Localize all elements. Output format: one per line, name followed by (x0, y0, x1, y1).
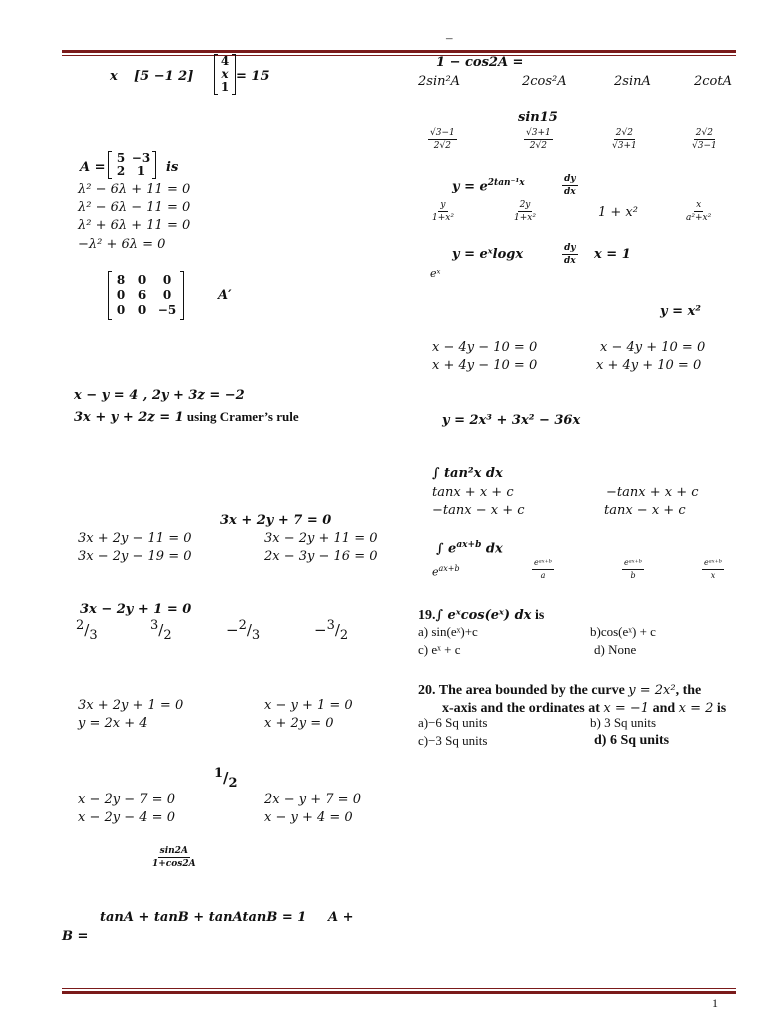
q-sin15-label: sin15 (518, 110, 558, 125)
q-cos2a-option-b: 2cos²A (522, 74, 567, 89)
q-sin15-option-d: $\frac{2√2}{√3-1}$ (692, 128, 717, 151)
q19-option-d: d) None (594, 642, 637, 657)
q19-option-a: a) sin(eˣ)+c (418, 624, 478, 639)
q-deriv1-option-a: $\frac{y}{\text{1+x²}}$ (432, 200, 454, 223)
q-matrix-col: 4 x 1 (214, 55, 236, 94)
q-deriv1-dydx: $\frac{dy}{dx}$ (564, 174, 576, 197)
q-deriv1-eq: $y = e^{2tan^{-1}x}$ (452, 178, 525, 195)
page-number: 1 (712, 996, 718, 1010)
q-half-option-a: x − 2y − 7 = 0 (78, 792, 175, 807)
q20-option-b: b) 3 Sq units (590, 715, 657, 730)
q-lines-option-a: 3x + 2y + 1 = 0 (78, 698, 184, 713)
q-char-option-b: λ² − 6λ − 11 = 0 (78, 200, 191, 215)
q-slope-eq: 3x − 2y + 1 = 0 (80, 602, 192, 617)
q-tan-tail: A + (328, 910, 354, 925)
q-parallel-eq: 3x + 2y + 7 = 0 (220, 513, 332, 528)
q-lines-option-c: y = 2x + 4 (78, 716, 148, 731)
q-int-exp-option-a: $e^{ax+b}$ (432, 564, 460, 579)
q-char-option-d: −λ² + 6λ = 0 (78, 237, 166, 252)
q-half-option-b: 2x − y + 7 = 0 (264, 792, 361, 807)
q-char-lhs: A = (80, 160, 106, 175)
q-matrix-rhs: = 15 (236, 69, 270, 84)
q-int-tan-eq: ∫ tan²x dx (432, 466, 503, 481)
q-deriv1-option-d: $\frac{x}{\text{a²+x²}}$ (686, 200, 712, 223)
footer-rule-thin (62, 988, 736, 989)
q-tangent-option-d: x + 4y + 10 = 0 (596, 358, 702, 373)
q-cos2a-option-d: 2cotA (694, 74, 732, 89)
footer-rule-thick (62, 991, 736, 994)
q-tan-eq: tanA + tanB + tanAtanB = 1 (100, 910, 307, 925)
q-int-exp-option-c: $\frac{\text{eᵃˣ⁺ᵇ}}{b}$ (624, 558, 642, 580)
q-int-tan-option-a: tanx + x + c (432, 485, 514, 500)
q20-option-c: c)−3 Sq units (418, 733, 488, 748)
q-sin15-option-a: $\frac{√3-1}{2√2}$ (430, 128, 455, 151)
q-tangent-curve: y = x² (660, 304, 701, 319)
q-cramer-line1: x − y = 4 , 2y + 3z = −2 (74, 388, 245, 403)
q-char-is: is (166, 160, 179, 175)
q-tangent-option-a: x − 4y − 10 = 0 (432, 340, 538, 355)
q-matrix-x: x (110, 69, 118, 84)
q20-stem-line2: x-axis and the ordinates at x = −1 and x = 2 is (442, 701, 727, 716)
q-sin15-option-b: $\frac{√3+1}{2√2}$ (526, 128, 551, 151)
q-int-exp-eq: ∫ $e^{ax+b}$ dx (436, 540, 503, 557)
q-matrix-row: [5 −1 2] (134, 69, 194, 84)
q-deriv1-option-b: $\frac{2y}{\text{1+x²}}$ (514, 200, 536, 223)
q-diag-matrix: 8 0 0 0 6 0 0 0 −5 (108, 272, 184, 319)
q-parallel-option-d: 2x − 3y − 16 = 0 (264, 549, 378, 564)
q-char-matrix: 5 −3 2 1 (108, 152, 156, 178)
q-cos2a-option-a: 2sin²A (418, 74, 461, 89)
q-char-option-a: λ² − 6λ + 11 = 0 (78, 182, 191, 197)
q-slope-option-c: $-^2/_3$ (226, 618, 261, 643)
q20-option-a: a)−6 Sq units (418, 715, 488, 730)
q-char-option-c: λ² + 6λ + 11 = 0 (78, 218, 191, 233)
q-trig-fraction: $\frac{\sin 2A}{1+\cos 2A}$ (152, 846, 196, 869)
q-deriv2-dydx: $\frac{dy}{dx}$ (564, 243, 576, 266)
q-diag-label: A′ (218, 288, 232, 303)
q-slope-option-d: $-^3/_2$ (314, 618, 349, 643)
q-lines-option-b: x − y + 1 = 0 (264, 698, 353, 713)
q-deriv1-option-c: 1 + x² (598, 205, 638, 220)
q-cos2a-option-c: 2sinA (614, 74, 651, 89)
q-slope-option-a: $^2/_3$ (76, 618, 98, 643)
q-int-tan-option-d: tanx − x + c (604, 503, 686, 518)
q-parallel-option-c: 3x − 2y − 19 = 0 (78, 549, 192, 564)
header-rule-thin (62, 55, 736, 56)
q-tangent-option-c: x + 4y − 10 = 0 (432, 358, 538, 373)
q19-stem: 19.∫ eˣcos(eˣ) dx is (418, 608, 545, 623)
q-half-option-d: x − y + 4 = 0 (264, 810, 353, 825)
q-half-value: $^1/_2$ (214, 766, 238, 791)
q-cos2a-eq: 1 − cos2A = (436, 55, 524, 70)
q-int-tan-option-b: −tanx + x + c (606, 485, 699, 500)
q-lines-option-d: x + 2y = 0 (264, 716, 334, 731)
header-mark: – (446, 30, 453, 45)
q-half-option-c: x − 2y − 4 = 0 (78, 810, 175, 825)
q-deriv2-option: eˣ (430, 267, 441, 280)
q-deriv2-at: x = 1 (594, 247, 631, 262)
q20-stem-line1: 20. The area bounded by the curve y = 2x², the (418, 683, 702, 698)
q19-option-c: c) eˣ + c (418, 642, 461, 657)
q-int-exp-option-d: $\frac{\text{eᵃˣ⁺ᵇ}}{x}$ (704, 558, 722, 580)
header-rule-thick (62, 50, 736, 53)
q-sin15-option-c: $\frac{2√2}{√3+1}$ (612, 128, 637, 151)
q-slope-option-b: $^3/_2$ (150, 618, 172, 643)
q20-option-d: d) 6 Sq units (594, 733, 670, 748)
q-parallel-option-a: 3x + 2y − 11 = 0 (78, 531, 192, 546)
q19-option-b: b)cos(eˣ) + c (590, 624, 656, 639)
q-int-exp-option-b: $\frac{\text{eᵃˣ⁺ᵇ}}{a}$ (534, 558, 552, 580)
q-tan-tail2: B = (62, 929, 89, 944)
q-cramer-line2: 3x + y + 2z = 1 using Cramer’s rule (74, 409, 299, 425)
q-tangent-option-b: x − 4y + 10 = 0 (600, 340, 706, 355)
q-parallel-option-b: 3x − 2y + 11 = 0 (264, 531, 378, 546)
q-cubic-eq: y = 2x³ + 3x² − 36x (442, 413, 581, 428)
q-deriv2-eq: y = eˣlogx (452, 247, 524, 262)
q-int-tan-option-c: −tanx − x + c (432, 503, 525, 518)
